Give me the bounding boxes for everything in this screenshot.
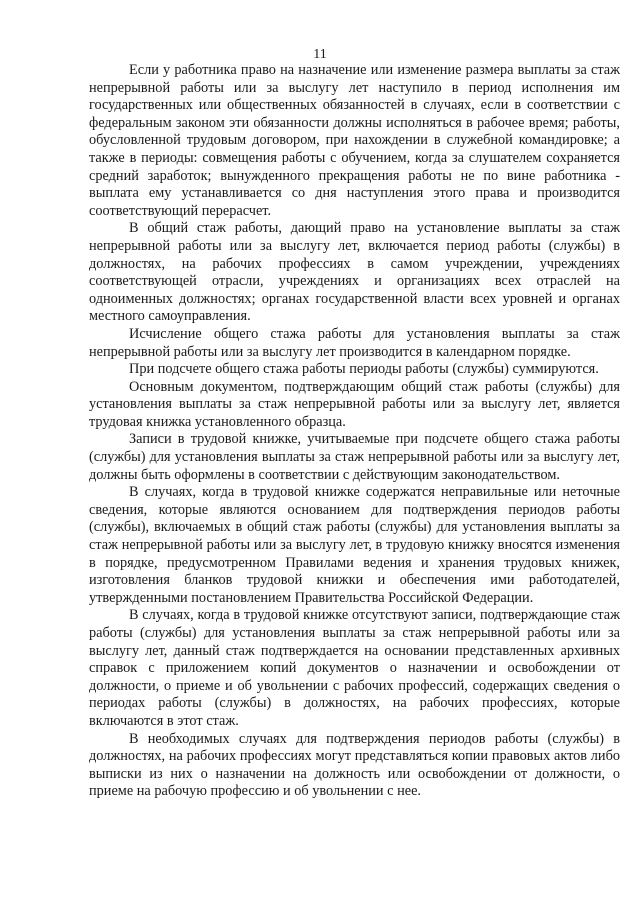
paragraph-1: Если у работника право на назначение или изменение размера выплаты за стаж непрерывной работы или за выслугу лет наступило в период исполнения им государственных или общественных обязанностей в случаях, если в соответствии с федеральным законом эти обязанности должны исполняться в рабочее время; работы, обусловленной трудовым договором, при нахождении в служебной командировке; а также в периоды: совмещения работы с обучением, когда за слушателем сохраняется средний заработок; вынужденного прекращения работы не по вине работника - выплата ему устанавливается со дня наступления этого права и производится соответствующий перерасчет. [89, 62, 620, 219]
paragraph-5: Основным документом, подтверждающим общий стаж работы (службы) для установления выплаты за стаж непрерывной работы или за выслугу лет, является трудовая книжка установленного образца. [89, 378, 620, 430]
body-text [89, 62, 620, 801]
paragraph-2: В общий стаж работы, дающий право на установление выплаты за стаж непрерывной работы или за выслугу лет, включается период работы (службы) в должностях, на рабочих профессиях в самом учреждении, учреждениях соответствующей отрасли, учреждениях и организациях всех отраслей на одноименных должностях; органах государственной власти всех уровней и органах местного самоуправления. [89, 220, 620, 325]
paragraph-6: Записи в трудовой книжке, учитываемые при подсчете общего стажа работы (службы) для установления выплаты за стаж непрерывной работы или за выслугу лет, должны быть оформлены в соответствии с действующим законодательством. [89, 431, 620, 483]
paragraph-4: При подсчете общего стажа работы периоды работы (службы) суммируются. [129, 361, 599, 378]
paragraph-3: Исчисление общего стажа работы для установления выплаты за стаж непрерывной работы или за выслугу лет производится в календарном порядке. [89, 325, 620, 360]
paragraph-7: В случаях, когда в трудовой книжке содержатся неправильные или неточные сведения, которые являются основанием для подтверждения периодов работы (службы), включаемых в общий стаж работы (службы) для установления выплаты за стаж непрерывной работы или за выслугу лет, в трудовую книжку вносятся изменения в порядке, предусмотренном Правилами ведения и хранения трудовых книжек, изготовления бланков трудовой книжки и обеспечения ими работодателей, утвержденными постановлением Правительства Российской Федерации. [89, 484, 620, 606]
paragraph-8: В случаях, когда в трудовой книжке отсутствуют записи, подтверждающие стаж работы (службы) для установления выплаты за стаж непрерывной работы или за выслугу лет, данный стаж подтверждается на основании представленных архивных справок с приложением копий документов о назначении и освобождении от должности, о приеме и об увольнении с рабочих профессий, содержащих сведения о периодах работы (службы) в должностях, на рабочих профессиях, которые включаются в этот стаж. [89, 607, 620, 729]
paragraph-9: В необходимых случаях для подтверждения периодов работы (службы) в должностях, на рабочих профессиях могут представляться копии правовых актов либо выписки из них о назначении на должность или освобождении от должности, о приеме на рабочую профессию и об увольнении с нее. [89, 730, 620, 800]
page-number: 11 [313, 47, 327, 62]
